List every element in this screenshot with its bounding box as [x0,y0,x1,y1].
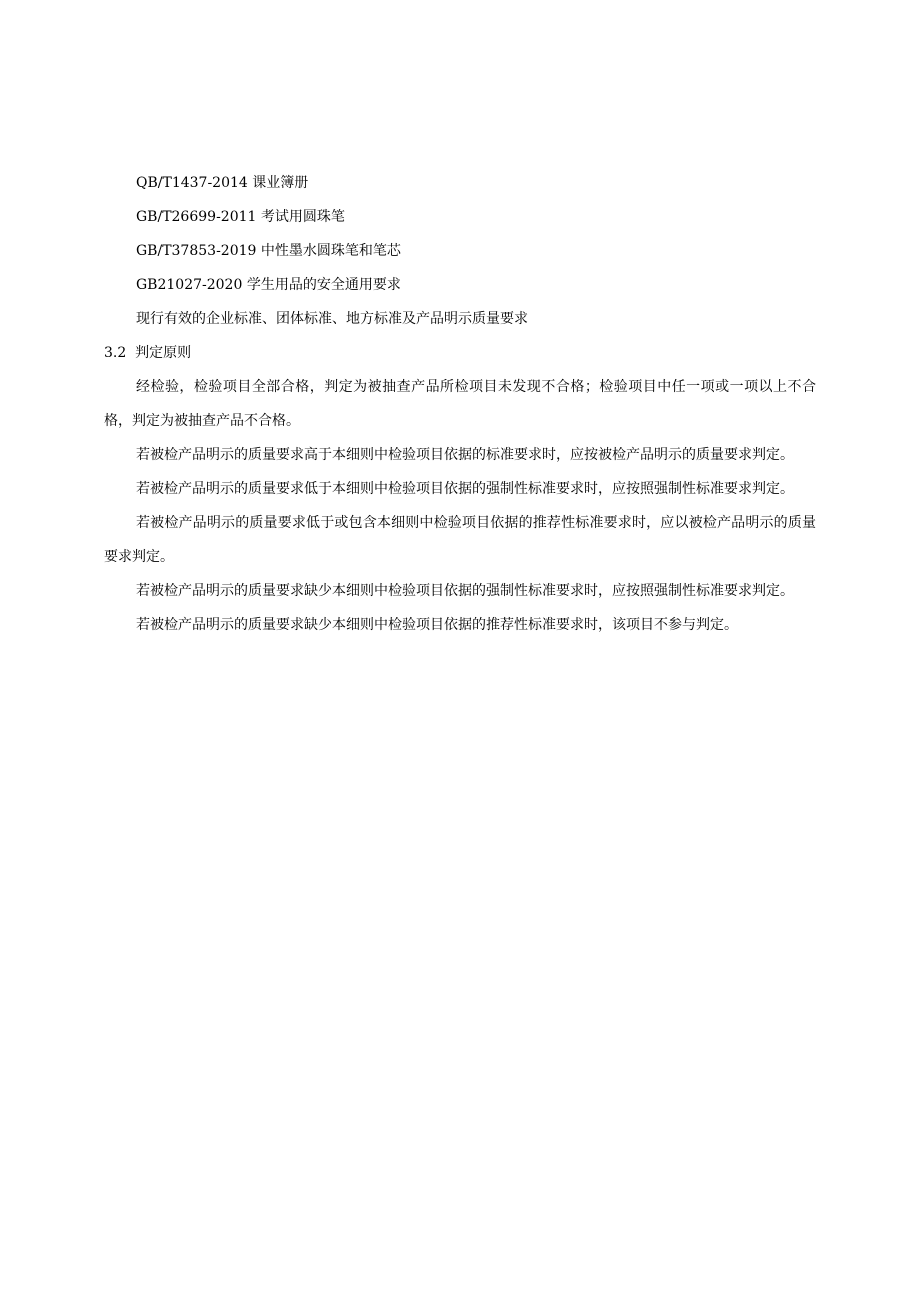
section-title: 判定原则 [135,345,192,361]
paragraph-5: 若被检产品明示的质量要求缺少本细则中检验项目依据的强制性标准要求时，应按照强制性标准要求判定。 [136,583,794,599]
document-body [104,166,816,642]
standard-item-4: GB21027-2020 学生用品的安全通用要求 [136,277,401,293]
paragraph-4: 若被检产品明示的质量要求低于或包含本细则中检验项目依据的推荐性标准要求时，应以被检产品明示的质量要求判定。 [104,515,816,565]
standard-item-2: GB/T26699-2011 考试用圆珠笔 [136,209,345,225]
section-number: 3.2 [104,345,127,361]
paragraph-1: 经检验，检验项目全部合格，判定为被抽查产品所检项目未发现不合格；检验项目中任一项或一项以上不合格，判定为被抽查产品不合格。 [104,379,816,429]
standard-item-5: 现行有效的企业标准、团体标准、地方标准及产品明示质量要求 [136,311,528,327]
standard-item-1: QB/T1437-2014 课业簿册 [136,175,309,191]
paragraph-3: 若被检产品明示的质量要求低于本细则中检验项目依据的强制性标准要求时，应按照强制性标准要求判定。 [136,481,794,497]
standard-item-3: GB/T37853-2019 中性墨水圆珠笔和笔芯 [136,243,401,259]
paragraph-2: 若被检产品明示的质量要求高于本细则中检验项目依据的标准要求时，应按被检产品明示的质量要求判定。 [136,447,794,463]
section-heading [104,336,816,370]
paragraph-6: 若被检产品明示的质量要求缺少本细则中检验项目依据的推荐性标准要求时，该项目不参与判定。 [136,617,738,633]
